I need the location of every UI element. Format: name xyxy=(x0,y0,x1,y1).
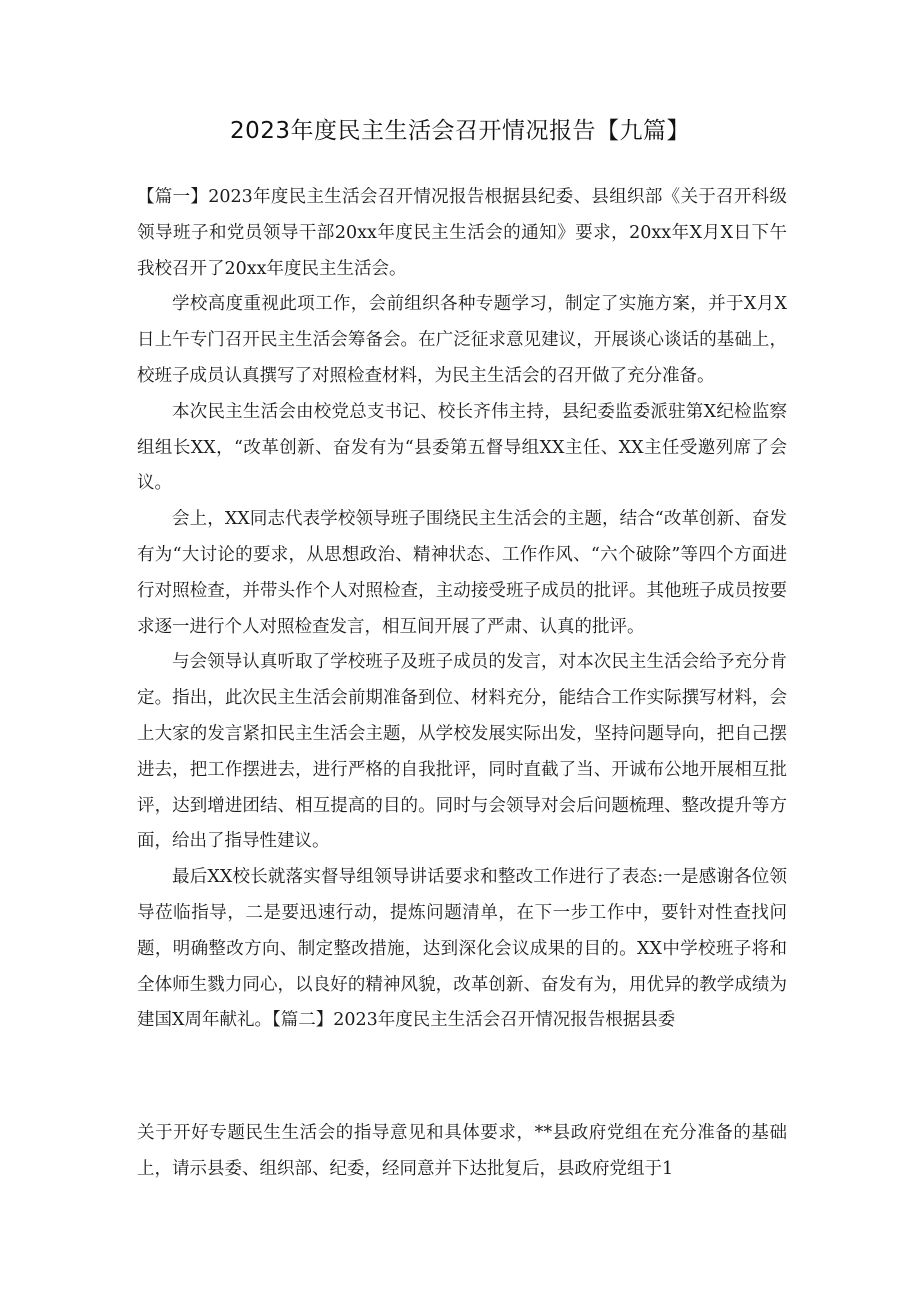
paragraph: 学校高度重视此项工作，会前组织各种专题学习，制定了实施方案，并于X月X日上午专门召开民主生活会筹备会。在广泛征求意见建议，开展谈心谈话的基础上，校班子成员认真撰写了对照检查材料，为民主生活会的召开做了充分准备。 xyxy=(137,294,787,386)
paragraph-intro: 【篇一】2023年度民主生活会召开情况报告根据县纪委、县组织部《关于召开科级领导班子和党员领导干部20xx年度民主生活会的通知》要求，20xx年X月X日下午我校召开了20xx年度民主生活会。 xyxy=(137,187,787,279)
document-title: 2023年度民主生活会召开情况报告【九篇】 xyxy=(229,118,691,144)
paragraph: 本次民主生活会由校党总支书记、校长齐伟主持，县纪委监委派驻第X纪检监察组组长XX，“改革创新、奋发有为“县委第五督导组XX主任、XX主任受邀列席了会议。 xyxy=(137,401,787,494)
document-body xyxy=(137,180,787,1039)
paragraph: 最后XX校长就落实督导组领导讲话要求和整改工作进行了表态:一是感谢各位领导莅临指导，二是要迅速行动，提炼问题清单，在下一步工作中，要针对性查找问题，明确整改方向、制定整改措施，达到深化会议成果的目的。XX中学校班子将和全体师生戮力同心，以良好的精神风貌，改革创新、奋发有为，用优异的教学成绩为建国X周年献礼。【篇二】2023年度民主生活会召开情况报告根据县委 xyxy=(137,867,787,1031)
paragraph: 关于开好专题民生生活会的指导意见和具体要求，**县政府党组在充分准备的基础上，请示县委、组织部、纪委，经同意并下达批复后，县政府党组于1 xyxy=(137,1123,787,1179)
paragraph: 与会领导认真听取了学校班子及班子成员的发言，对本次民主生活会给予充分肯定。指出，此次民主生活会前期准备到位、材料充分，能结合工作实际撰写材料，会上大家的发言紧扣民主生活会主题，从学校发展实际出发，坚持问题导向，把自己摆进去，把工作摆进去，进行严格的自我批评，同时直截了当、开诚布公地开展相互批评，达到增进团结、相互提高的目的。同时与会领导对会后问题梳理、整改提升等方面，给出了指导性建议。 xyxy=(137,652,787,852)
paragraph: 会上，XX同志代表学校领导班子围绕民主生活会的主题，结合“改革创新、奋发有为“大讨论的要求，从思想政治、精神状态、工作作风、“六个破除”等四个方面进行对照检查，并带头作个人对照检查，主动接受班子成员的批评。其他班子成员按要求逐一进行个人对照检查发言，相互间开展了严肃、认真的批评。 xyxy=(137,509,787,637)
document-body-continued xyxy=(137,1116,787,1188)
